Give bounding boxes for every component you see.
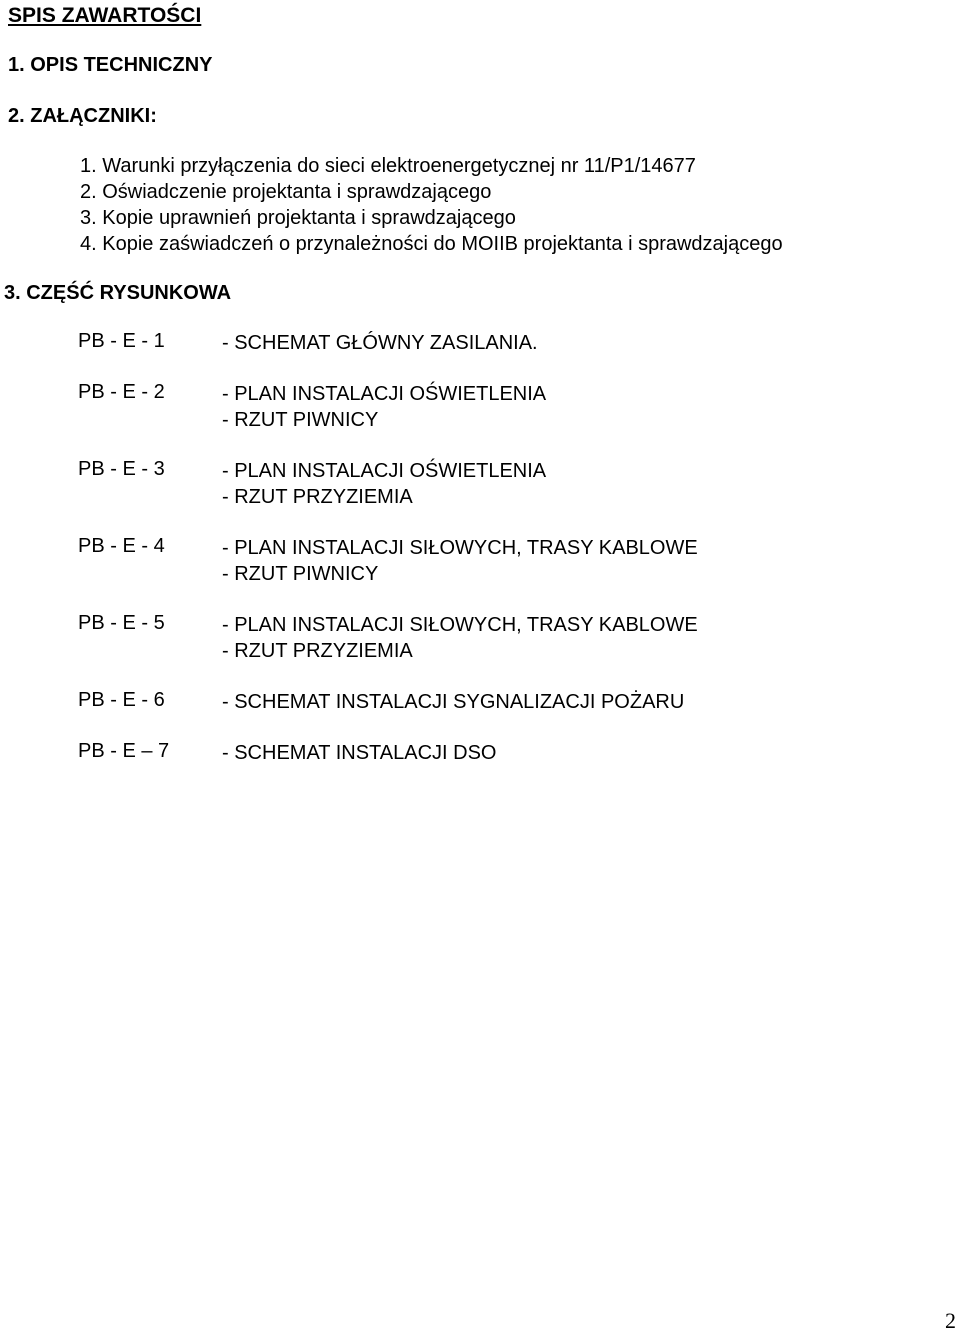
section-heading-attachments: 2. ZAŁĄCZNIKI:: [8, 105, 157, 127]
drawing-description-line: - RZUT PRZYZIEMIA: [222, 486, 413, 508]
drawing-description-line: - SCHEMAT GŁÓWNY ZASILANIA.: [222, 332, 538, 354]
drawing-code: PB - E - 2: [78, 381, 165, 403]
drawing-description: [222, 689, 684, 715]
drawing-description: [222, 458, 546, 510]
drawing-description: [222, 535, 698, 587]
section-heading-drawings: 3. CZĘŚĆ RYSUNKOWA: [4, 282, 232, 304]
drawing-description-line: - RZUT PIWNICY: [222, 409, 379, 431]
attachment-item: 3. Kopie uprawnień projektanta i sprawdzającego: [80, 207, 516, 229]
drawing-description-line: - PLAN INSTALACJI OŚWIETLENIA: [222, 460, 547, 482]
attachment-item: 4. Kopie zaświadczeń o przynależności do MOIIB projektanta i sprawdzającego: [80, 233, 783, 255]
drawing-code: PB - E – 7: [78, 740, 170, 762]
drawing-code: PB - E - 4: [78, 535, 165, 557]
drawing-description-line: - RZUT PRZYZIEMIA: [222, 640, 413, 662]
drawing-description-line: - SCHEMAT INSTALACJI SYGNALIZACJI POŻARU: [222, 691, 685, 713]
drawing-description: [222, 612, 698, 664]
drawing-description-line: - PLAN INSTALACJI SIŁOWYCH, TRASY KABLOWE: [222, 537, 698, 559]
drawing-description-line: - SCHEMAT INSTALACJI DSO: [222, 742, 497, 764]
drawing-code: PB - E - 5: [78, 612, 165, 634]
attachment-item: 2. Oświadczenie projektanta i sprawdzającego: [80, 181, 492, 203]
drawing-description-line: - RZUT PIWNICY: [222, 563, 379, 585]
page-number: 2: [945, 1308, 956, 1333]
drawing-description-line: - PLAN INSTALACJI SIŁOWYCH, TRASY KABLOWE: [222, 614, 698, 636]
drawing-code: PB - E - 1: [78, 330, 165, 352]
drawing-code: PB - E - 6: [78, 689, 165, 711]
drawing-description: [222, 740, 496, 766]
drawing-description: [222, 330, 538, 356]
drawing-description: [222, 381, 546, 433]
section-heading-technical-description: 1. OPIS TECHNICZNY: [8, 54, 213, 76]
attachment-item: 1. Warunki przyłączenia do sieci elektroenergetycznej nr 11/P1/14677: [80, 155, 696, 177]
drawing-code: PB - E - 3: [78, 458, 165, 480]
toc-title: SPIS ZAWARTOŚCI: [8, 4, 202, 27]
drawing-description-line: - PLAN INSTALACJI OŚWIETLENIA: [222, 383, 547, 405]
